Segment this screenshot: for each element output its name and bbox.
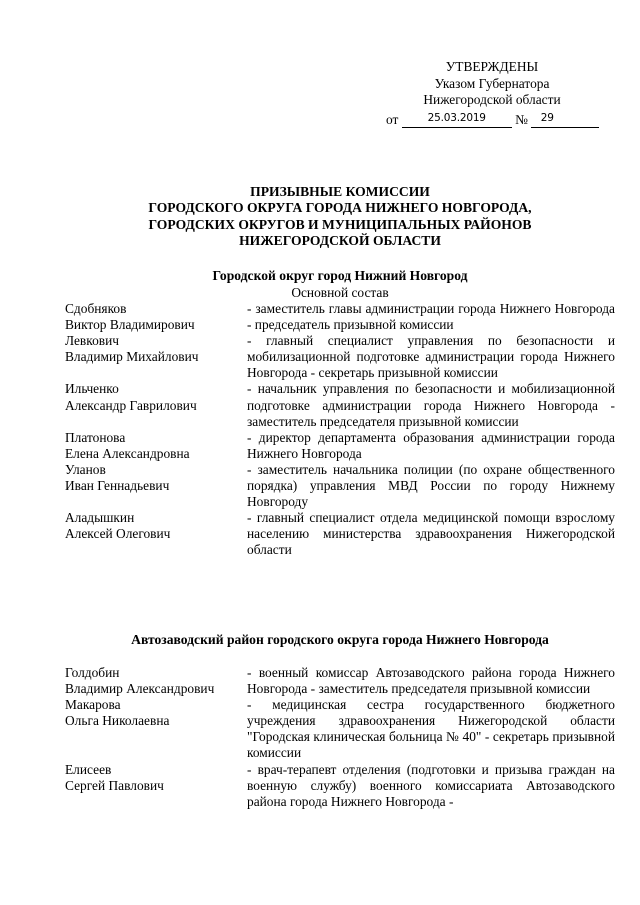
- member-given-name: Александр Гаврилович: [65, 397, 197, 413]
- document-title: [80, 184, 600, 250]
- approval-block: [384, 59, 600, 109]
- member-row: [65, 430, 615, 462]
- member-row: [65, 381, 615, 429]
- member-name: [65, 301, 247, 333]
- member-given-name: Алексей Олегович: [65, 526, 171, 542]
- approval-date-line: [386, 112, 606, 130]
- member-name: [65, 430, 247, 462]
- title-line: НИЖЕГОРОДСКОЙ ОБЛАСТИ: [239, 233, 441, 249]
- member-name: [65, 697, 247, 761]
- member-surname: Ильченко: [65, 381, 119, 397]
- member-duty: - заместитель начальника полиции (по охране общественного порядка) управления МВД России по городу Нижнему Новгороду: [247, 461, 615, 510]
- member-row: [65, 462, 615, 510]
- section-heading: Автозаводский район городского округа города Нижнего Новгорода: [131, 632, 549, 647]
- roster-main: [65, 301, 615, 559]
- member-duty: - главный специалист управления по безопасности и мобилизационной подготовке администрации города Нижнего Новгорода - секретарь призывной комиссии: [247, 333, 615, 381]
- member-duty: - заместитель главы администрации города Нижнего Новгорода - председатель призывной комиссии: [247, 301, 615, 333]
- member-given-name: Елена Александровна: [65, 445, 190, 461]
- member-surname: Левкович: [65, 333, 120, 349]
- member-surname: Уланов: [65, 461, 106, 477]
- member-duty: - главный специалист отдела медицинской помощи взрослому населению министерства здравоохранения Нижегородской области: [247, 510, 615, 558]
- member-surname: Елисеев: [65, 761, 112, 777]
- member-name: [65, 462, 247, 510]
- member-row: [65, 510, 615, 558]
- member-surname: Аладышкин: [65, 510, 135, 526]
- number-field: [531, 113, 599, 128]
- member-row: [65, 697, 615, 761]
- member-given-name: Владимир Михайлович: [65, 349, 199, 365]
- member-name: [65, 510, 247, 558]
- member-duty: - медицинская сестра государственного бюджетного учреждения здравоохранения Нижегородской области "Городская клиническая больница № 40" - секретарь призывной комиссии: [247, 697, 615, 761]
- member-row: [65, 665, 615, 697]
- member-name: [65, 333, 247, 381]
- member-given-name: Сергей Павлович: [65, 777, 164, 793]
- title-line: ГОРОДСКИХ ОКРУГОВ И МУНИЦИПАЛЬНЫХ РАЙОНОВ: [148, 216, 532, 232]
- title-line: ПРИЗЫВНЫЕ КОМИССИИ: [250, 184, 430, 199]
- member-row: [65, 762, 615, 810]
- approval-status: УТВЕРЖДЕНЫ: [445, 59, 539, 74]
- member-row: [65, 333, 615, 381]
- member-duty: - врач-терапевт отделения (подготовки и призыва граждан на военную службу) военного комиссариата Автозаводского района города Нижнего Новгорода -: [247, 761, 615, 809]
- member-given-name: Владимир Александрович: [65, 681, 215, 697]
- approval-region: Нижегородской области: [423, 92, 561, 107]
- member-given-name: Иван Геннадьевич: [65, 478, 170, 494]
- number-label: №: [515, 112, 528, 127]
- member-duty: - директор департамента образования администрации города Нижнего Новгорода: [247, 429, 615, 461]
- member-name: [65, 381, 247, 429]
- member-surname: Голдобин: [65, 665, 120, 680]
- date-field: [402, 113, 512, 128]
- roster-district: [65, 665, 615, 810]
- member-surname: Макарова: [65, 697, 121, 713]
- member-row: [65, 301, 615, 333]
- from-label: от: [386, 112, 399, 127]
- member-name: [65, 762, 247, 810]
- approval-authority: Указом Губернатора: [434, 75, 550, 91]
- approval-date: 25.03.2019: [427, 112, 486, 125]
- member-duty: - военный комиссар Автозаводского района города Нижнего Новгорода - заместитель председателя призывной комиссии: [247, 665, 615, 697]
- member-name: [65, 665, 247, 697]
- member-given-name: Виктор Владимирович: [65, 317, 195, 333]
- member-surname: Сдобняков: [65, 301, 127, 316]
- section-subheading: Основной состав: [291, 285, 389, 300]
- approval-number: 29: [540, 112, 554, 125]
- member-surname: Платонова: [65, 429, 126, 445]
- member-given-name: Ольга Николаевна: [65, 713, 170, 729]
- section-heading: Городской округ город Нижний Новгород: [212, 268, 468, 283]
- member-duty: - начальник управления по безопасности и мобилизационной подготовке администрации города Нижнего Новгорода - заместитель председателя призывной комиссии: [247, 381, 615, 429]
- title-line: ГОРОДСКОГО ОКРУГА ГОРОДА НИЖНЕГО НОВГОРОДА,: [148, 200, 532, 216]
